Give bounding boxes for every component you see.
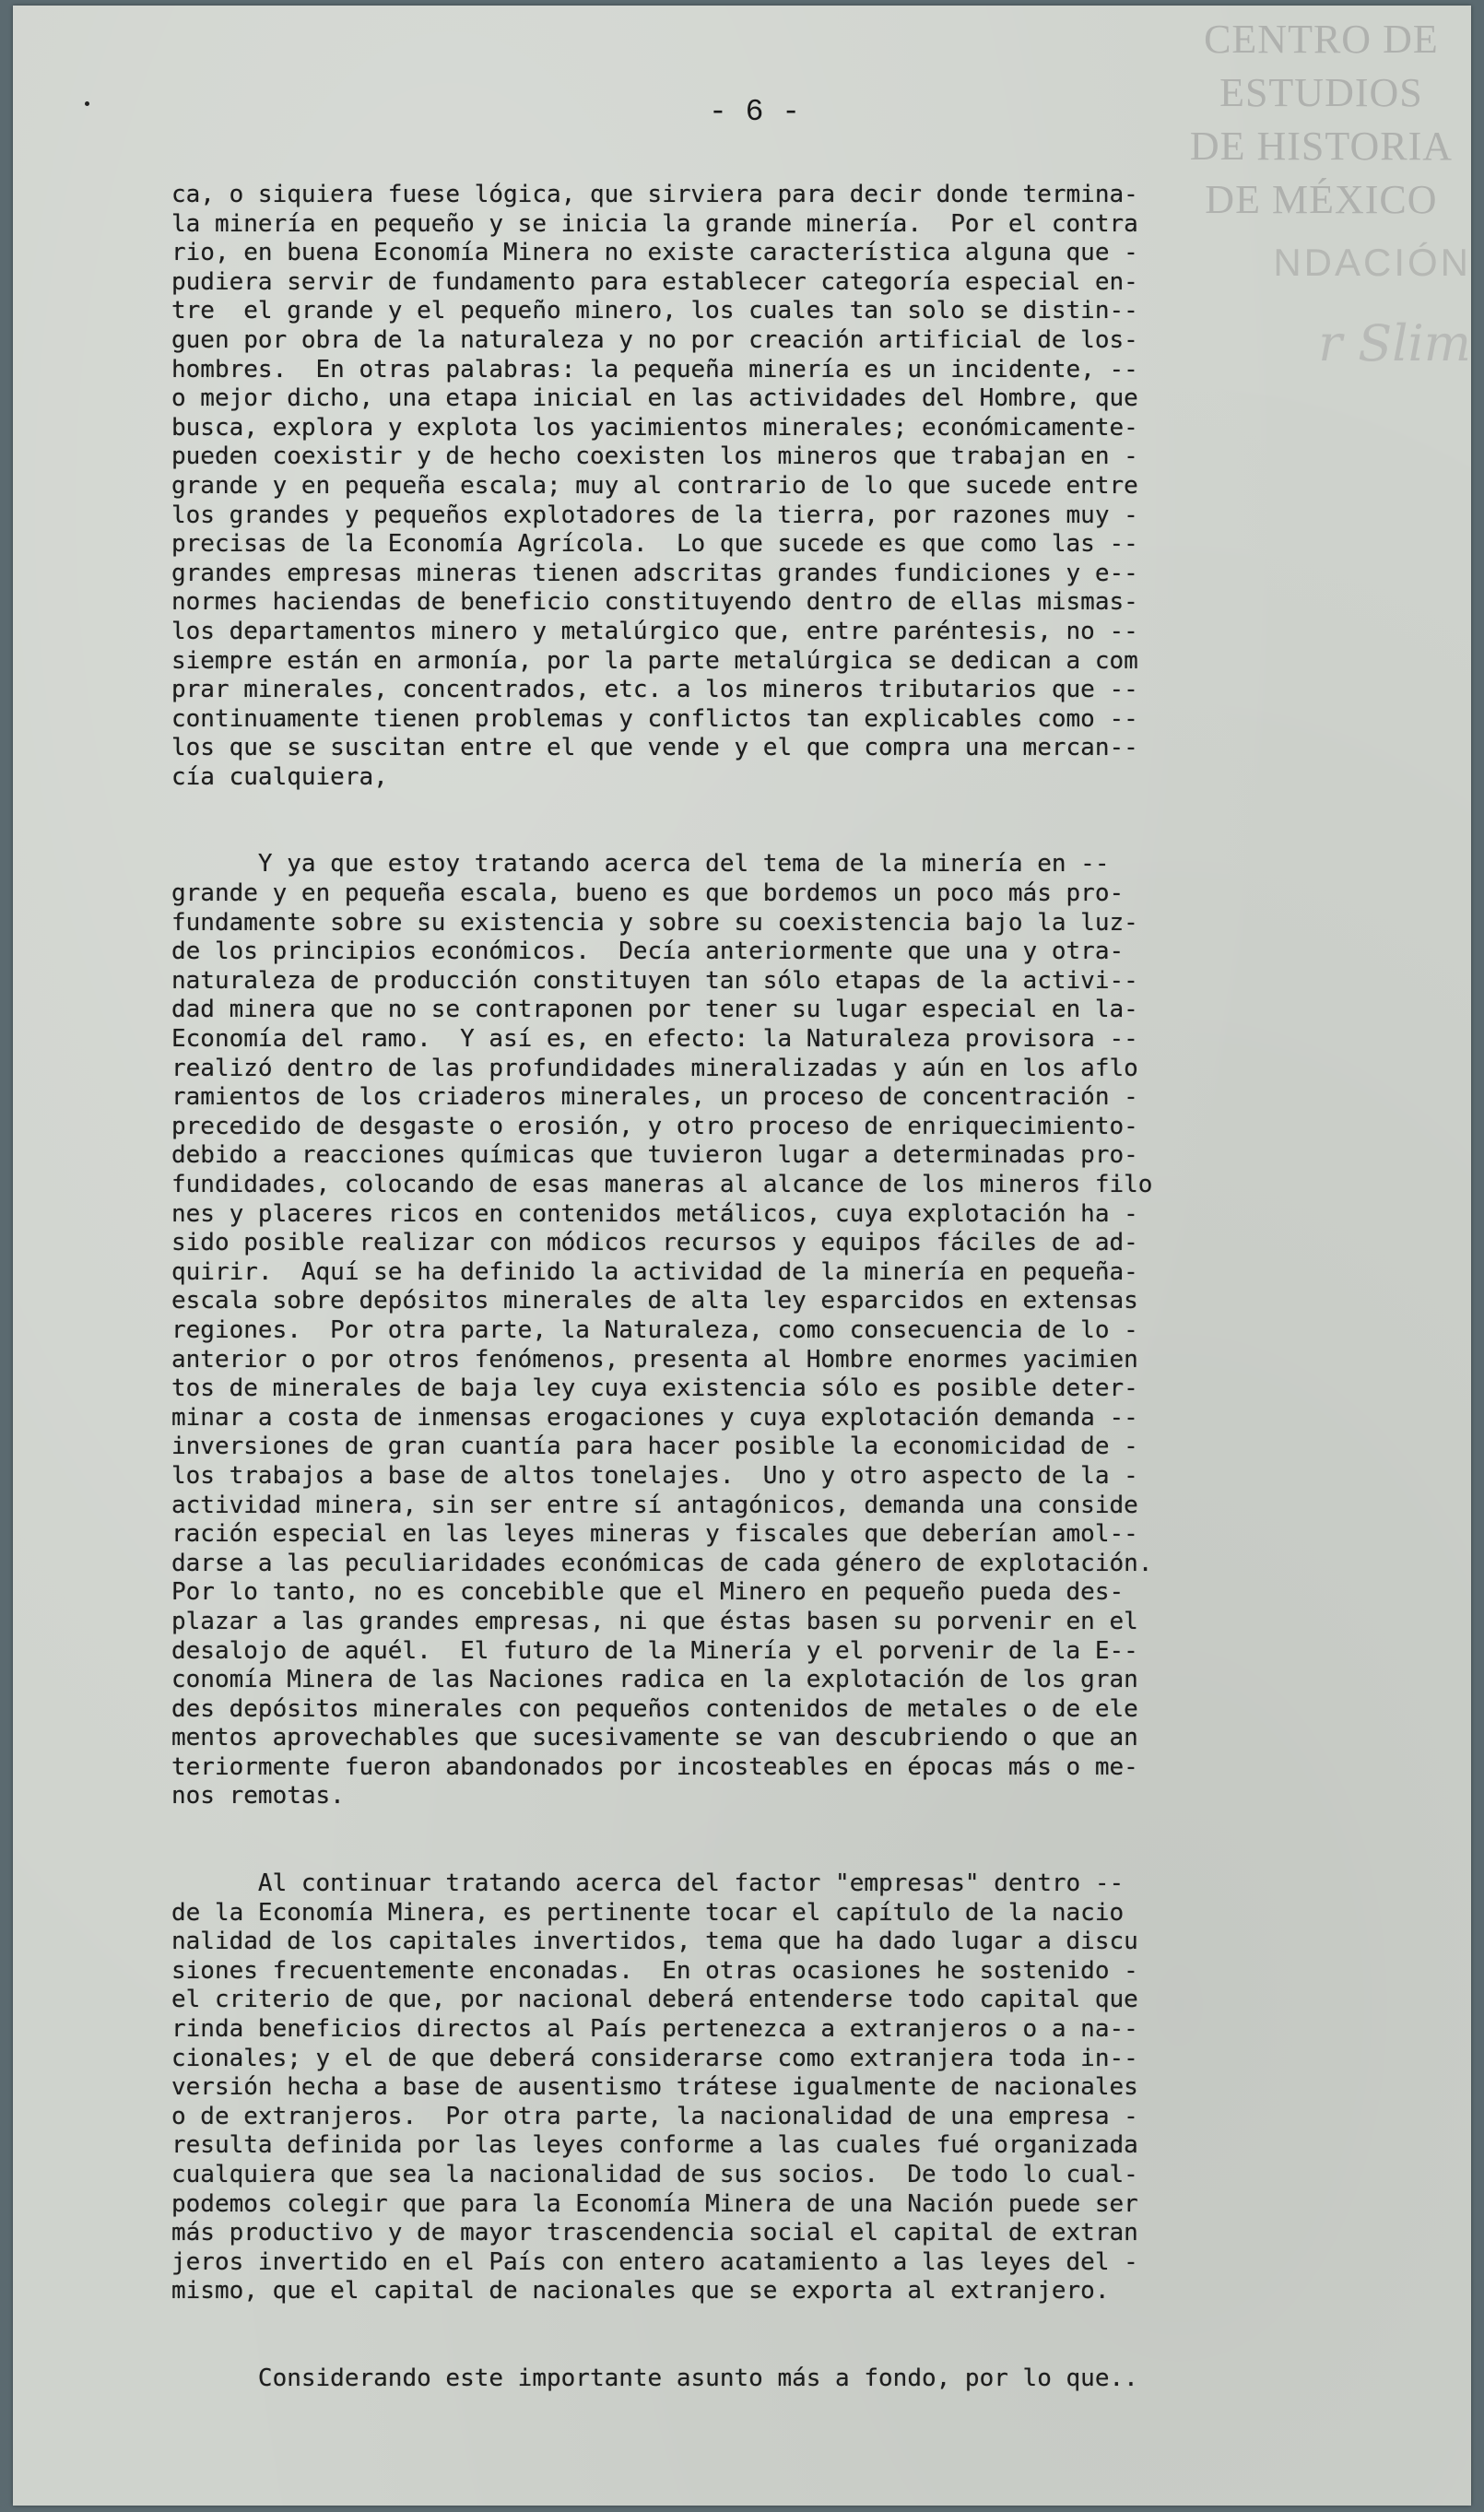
text-line: des depósitos minerales con pequeños contenidos de metales o de ele — [171, 1694, 1138, 1723]
text-line: Considerando este importante asunto más a fondo, por lo que.. — [171, 2364, 1138, 2392]
text-line: hombres. En otras palabras: la pequeña minería es un incidente, -- — [171, 355, 1138, 383]
text-line: más productivo y de mayor trascendencia social el capital de extran — [171, 2219, 1138, 2247]
body-text — [171, 181, 1370, 2394]
text-line: realizó dentro de las profundidades mineralizadas y aún en los aflo — [171, 1054, 1138, 1082]
text-line: darse a las peculiaridades económicas de cada género de explotación. — [171, 1549, 1153, 1577]
text-line: debido a reacciones químicas que tuvieron lugar a determinadas pro- — [171, 1141, 1138, 1170]
text-line: el criterio de que, por nacional deberá entenderse todo capital que — [171, 1986, 1138, 2014]
text-line: grandes empresas mineras tienen adscritas grandes fundiciones y e-- — [171, 559, 1138, 587]
paragraph — [171, 2365, 1370, 2394]
text-line: tos de minerales de baja ley cuya existencia sólo es posible deter- — [171, 1374, 1138, 1403]
text-line: ración especial en las leyes mineras y fiscales que deberían amol-- — [171, 1520, 1138, 1549]
text-line: los trabajos a base de altos tonelajes. Uno y otro aspecto de la - — [171, 1461, 1138, 1490]
text-line: siones frecuentemente enconadas. En otras ocasiones he sostenido - — [171, 1956, 1138, 1985]
text-line: quirir. Aquí se ha definido la actividad de la minería en pequeña- — [171, 1257, 1138, 1286]
text-line: guen por obra de la naturaleza y no por creación artificial de los- — [171, 325, 1138, 354]
text-line: precedido de desgaste o erosión, y otro proceso de enriquecimiento- — [171, 1112, 1138, 1140]
text-line: busca, explora y explota los yacimientos minerales; económicamente- — [171, 413, 1138, 442]
text-line: jeros invertido en el País con entero acatamiento a las leyes del - — [171, 2247, 1138, 2276]
paragraph — [171, 850, 1370, 1811]
text-line: fundidades, colocando de esas maneras al alcance de los mineros filo — [171, 1171, 1153, 1198]
text-line: rinda beneficios directos al País pertenezca a extranjeros o a na-- — [171, 2015, 1138, 2044]
text-line: nes y placeres ricos en contenidos metálicos, cuya explotación ha - — [171, 1199, 1138, 1228]
text-line: cionales; y el de que deberá considerarse como extranjera toda in-- — [171, 2044, 1138, 2072]
text-line: o de extranjeros. Por otra parte, la nacionalidad de una empresa - — [171, 2102, 1138, 2130]
watermark-line: ESTUDIOS — [1219, 70, 1423, 115]
text-line: los que se suscitan entre el que vende y el que compra una mercan-- — [171, 734, 1138, 762]
watermark-line: DE MÉXICO — [1205, 177, 1438, 222]
paragraph — [171, 1869, 1370, 2306]
text-line: grande y en pequeña escala, bueno es que bordemos un poco más pro- — [171, 879, 1125, 908]
text-line: escala sobre depósitos minerales de alta ley esparcidos en extensas — [171, 1287, 1138, 1315]
text-line: precisas de la Economía Agrícola. Lo que sucede es que como las -- — [171, 530, 1138, 559]
text-line: minar a costa de inmensas erogaciones y cuya explotación demanda -- — [171, 1403, 1138, 1432]
ink-dot — [85, 101, 89, 106]
text-line: desalojo de aquél. El futuro de la Minería y el porvenir de la E-- — [171, 1636, 1138, 1665]
text-line: tre el grande y el pequeño minero, los cuales tan solo se distin-- — [171, 297, 1138, 325]
text-line: ramientos de los criaderos minerales, un proceso de concentración - — [171, 1083, 1138, 1112]
text-line: fundamente sobre su existencia y sobre su coexistencia bajo la luz- — [171, 908, 1138, 937]
text-line: o mejor dicho, una etapa inicial en las actividades del Hombre, que — [171, 384, 1138, 413]
text-line: Y ya que estoy tratando acerca del tema de la minería en -- — [171, 850, 1110, 879]
text-line: los grandes y pequeños explotadores de la tierra, por razones muy - — [171, 501, 1138, 529]
text-line: normes haciendas de beneficio constituyendo dentro de ellas mismas- — [171, 588, 1138, 617]
text-line: nalidad de los capitales invertidos, tema que ha dado lugar a discu — [171, 1928, 1138, 1956]
text-line: actividad minera, sin ser entre sí antagónicos, demanda una conside — [171, 1491, 1138, 1519]
text-line: conomía Minera de las Naciones radica en la explotación de los gran — [171, 1666, 1138, 1694]
paragraph-gap — [171, 1811, 1370, 1869]
text-line: nos remotas. — [171, 1782, 345, 1810]
text-line: mismo, que el capital de nacionales que se exporta al extranjero. — [171, 2277, 1110, 2306]
text-line: Economía del ramo. Y así es, en efecto: la Naturaleza provisora -- — [171, 1025, 1138, 1054]
text-line: mentos aprovechables que sucesivamente se van descubriendo o que an — [171, 1724, 1138, 1752]
text-line: plazar a las grandes empresas, ni que éstas basen su porvenir en el — [171, 1607, 1138, 1635]
text-line: siempre están en armonía, por la parte metalúrgica se dedican a com — [171, 646, 1138, 675]
text-line: podemos colegir que para la Economía Minera de una Nación puede ser — [171, 2189, 1138, 2218]
text-line: resulta definida por las leyes conforme a las cuales fué organizada — [171, 2131, 1138, 2160]
page-number: - 6 - — [709, 95, 801, 129]
text-line: de los principios económicos. Decía anteriormente que una y otra- — [171, 938, 1125, 966]
text-line: grande y en pequeña escala; muy al contrario de lo que sucede entre — [171, 471, 1138, 500]
text-line: los departamentos minero y metalúrgico que, entre paréntesis, no -- — [171, 617, 1138, 645]
text-line: de la Economía Minera, es pertinente tocar el capítulo de la nacio — [171, 1898, 1125, 1927]
watermark-signature-fragment: r Slim — [1318, 314, 1471, 372]
paragraph — [171, 181, 1370, 792]
text-line: teriormente fueron abandonados por incosteables en épocas más o me- — [171, 1752, 1138, 1781]
text-line: pueden coexistir y de hecho coexisten los mineros que trabajan en - — [171, 442, 1138, 471]
text-line: la minería en pequeño y se inicia la grande minería. Por el contra — [171, 209, 1138, 238]
text-line: Al continuar tratando acerca del factor "empresas" dentro -- — [171, 1869, 1125, 1898]
text-line: Por lo tanto, no es concebible que el Minero en pequeño pueda des- — [171, 1578, 1125, 1607]
paragraph-gap — [171, 792, 1370, 850]
text-line: naturaleza de producción constituyen tan sólo etapas de la activi-- — [171, 966, 1138, 995]
text-line: cía cualquiera, — [171, 762, 388, 791]
text-line: rio, en buena Economía Minera no existe característica alguna que - — [171, 239, 1138, 267]
text-line: anterior o por otros fenómenos, presenta al Hombre enormes yacimien — [171, 1345, 1138, 1374]
watermark-foundation-fragment: NDACIÓN — [1273, 241, 1471, 284]
text-line: versión hecha a base de ausentismo trátese igualmente de nacionales — [171, 2073, 1138, 2102]
text-line: sido posible realizar con módicos recursos y equipos fáciles de ad- — [171, 1229, 1138, 1257]
text-line: pudiera servir de fundamento para establecer categoría especial en- — [171, 267, 1138, 296]
watermark-line: CENTRO DE — [1204, 17, 1439, 62]
watermark-line: DE HISTORIA — [1189, 124, 1453, 169]
text-line: regiones. Por otra parte, la Naturaleza, como consecuencia de lo - — [171, 1315, 1138, 1344]
text-line: continuamente tienen problemas y conflictos tan explicables como -- — [171, 704, 1138, 733]
paragraph-gap — [171, 2306, 1370, 2365]
text-line: inversiones de gran cuantía para hacer posible la economicidad de - — [171, 1433, 1138, 1461]
text-line: prar minerales, concentrados, etc. a los mineros tributarios que -- — [171, 676, 1138, 704]
text-line: dad minera que no se contraponen por tener su lugar especial en la- — [171, 996, 1138, 1024]
text-line: cualquiera que sea la nacionalidad de sus socios. De todo lo cual- — [171, 2161, 1138, 2188]
document-page — [13, 6, 1471, 2506]
text-line: ca, o siquiera fuese lógica, que sirviera para decir donde termina- — [171, 181, 1138, 208]
